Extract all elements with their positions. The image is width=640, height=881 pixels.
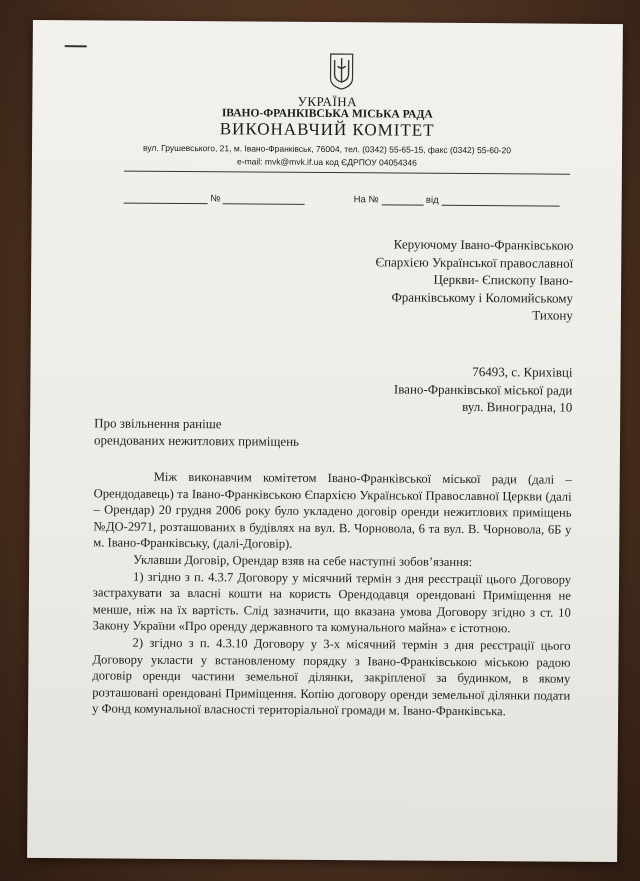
subject-line: Про звільнення раніше [94, 415, 222, 432]
subject-block [94, 414, 394, 450]
date-blank [124, 203, 208, 205]
address-line: вул. Виноградна, 10 [462, 398, 573, 415]
addressee-block [331, 235, 574, 324]
contact-line: e-mail: mvk@mvk.if.ua код ЄДРПОУ 04054346 [237, 156, 417, 168]
country-name: УКРАЇНА [297, 93, 358, 110]
body-paragraph: Між виконавчим комітетом Івано-Франківської міської ради (далі – Орендодавець) та Івано-Франківською Єпархією Української Православної Церкви (далі – Орендар) 20 грудня 2006 року було укладено договір оренди нежитлових приміщень №ДО-2971, розташованих в будівлях на вул. В. Чорновола, 6 та вул. В. Чорновола, 6Б у м. Івано-Франківську, (далі-Договір). [93, 469, 572, 552]
trident-emblem-icon [328, 52, 354, 90]
addressee-line: Єпархією Української православної [375, 253, 574, 271]
number-blank [223, 203, 305, 205]
addressee-line: Керуючому Івано-Франківською [393, 236, 574, 253]
addressee-line: Тихону [532, 307, 573, 323]
addressee-line: Франківському і Коломийському [391, 288, 574, 306]
letter-body [92, 468, 572, 720]
incoming-reference [354, 194, 560, 206]
address-line: 76493, с. Крихівці [472, 364, 573, 380]
outgoing-reference [124, 193, 306, 205]
reply-number-blank [381, 204, 423, 205]
number-sign: № [210, 193, 221, 205]
address-line: вул. Грушевського, 21, м. Івано-Франківськ, 76004, тел. (0342) 55-65-15, факс (0342) 55-60-20 [143, 142, 512, 156]
from-label: від [425, 194, 439, 206]
subject-line: орендованих нежитлових приміщень [93, 432, 300, 449]
addressee-line: Церкви- Єпископу Івано- [433, 271, 574, 288]
reply-date-blank [441, 205, 559, 207]
address-line: Івано-Франківської міської ради [393, 380, 573, 398]
council-name: ІВАНО-ФРАНКІВСЬКА МІСЬКА РАДА [221, 107, 433, 121]
address-block [330, 362, 572, 416]
body-paragraph: 2) згідно з п. 4.3.10 Договору у 3-х місячний термін з дня реєстрації цього Договору укласти у встановленому порядку з Івано-Франківською міською радою договір оренди частини земельної ділянки, закріпленої за будинком, в якому розташовані орендовані Приміщення. Копію договору оренди земельної ділянки подати у Фонд комунальної власності територіальної громади м. Івано-Франківська. [92, 635, 571, 719]
header-divider [124, 171, 570, 175]
reply-sign: На № [353, 194, 379, 206]
body-paragraph: 1) згідно з п. 4.3.7 Договору у місячний термін з дня реєстрації цього Договору застрахувати за власні кошти на користь Орендодавця орендовані Приміщення не менше, ніж на їх вартість. Слід зазначити, що вказана умова Договору згідно з ст. 10 Закону України «Про оренду державного та комунального майна» є істотною. [92, 569, 572, 636]
committee-name: ВИКОНАВЧИЙ КОМІТЕТ [219, 119, 435, 140]
corner-dash [65, 45, 87, 47]
body-paragraph: Уклавши Договір, Орендар взяв на себе наступні зобов’язання: [133, 552, 473, 569]
letter-page [27, 20, 623, 862]
